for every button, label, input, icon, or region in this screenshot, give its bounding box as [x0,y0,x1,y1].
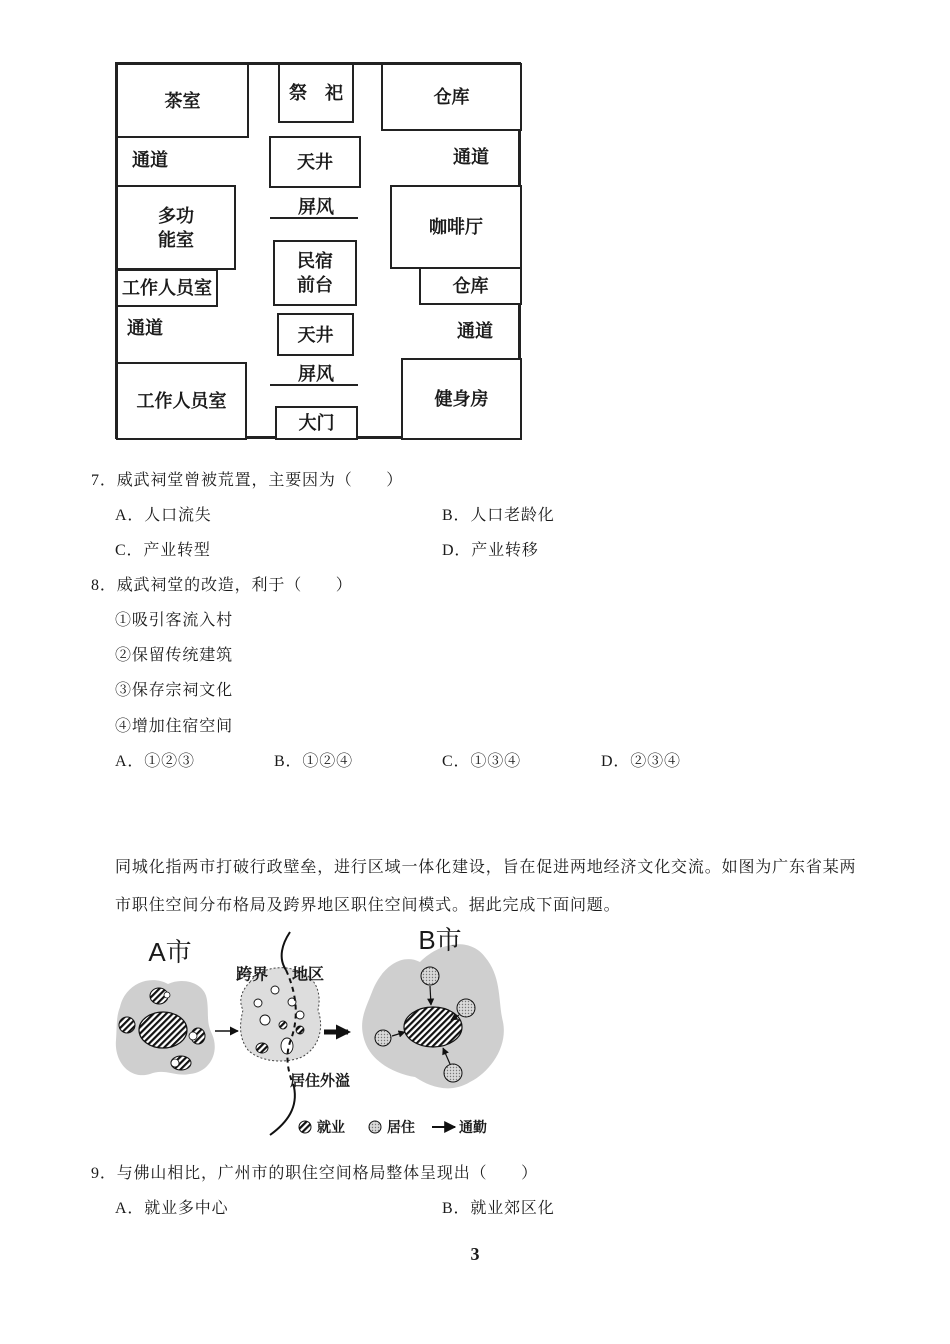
question-7-option-a: A．人口流失 [115,507,212,524]
cross-border-employment [256,1043,268,1053]
courtyard-top-label: 天井 [297,152,333,172]
courtyard-bottom [277,313,354,356]
cross-border-employment [279,1021,287,1029]
screen-bottom-wall [270,384,358,386]
question-7-option-c: C．产业转型 [115,542,211,559]
question-8-option-a: A．①②③ [115,753,195,770]
aisle-bottom-right: 通道 [457,321,493,341]
boundary-line-top [282,932,290,970]
question-8-option-d: D．②③④ [601,753,681,770]
homestay-reception-label-line1: 民宿 [297,251,333,271]
aisle-top-right: 通道 [453,147,489,167]
cross-border-employment [296,1026,304,1034]
city-b-residence [421,967,439,985]
city-diagram [110,922,510,1144]
city-b-residence [375,1030,391,1046]
cross-border-residence [271,986,279,994]
question-8-statement-3: ③保存宗祠文化 [115,682,233,699]
boundary-line-bottom [270,1087,295,1135]
intro-paragraph-line-2: 市职住空间分布格局及跨界地区职住空间模式。据此完成下面问题。 [115,897,621,914]
screen-top-wall [270,217,358,219]
cross-border-residence [254,999,262,1007]
city-a-residence [171,1059,179,1067]
aisle-top-left: 通道 [132,150,168,170]
main-gate [275,406,358,440]
page-number: 3 [470,1244,480,1264]
storeroom-top-label: 仓库 [433,87,470,107]
staff-room-bottom [116,362,247,440]
gym-label: 健身房 [434,389,489,409]
main-gate-label: 大门 [298,413,335,433]
legend-commute-label: 通勤 [459,1119,487,1135]
question-9-option-a: A．就业多中心 [115,1200,229,1217]
question-8-statement-1: ①吸引客流入村 [115,612,233,629]
screen-top-label: 屏风 [298,197,334,217]
intro-paragraph-line-1: 同城化指两市打破行政壁垒，进行区域一体化建设，旨在促进两地经济文化交流。如图为广东省某两 [115,859,857,876]
floor-plan [115,62,521,439]
question-7-option-d: D．产业转移 [442,542,539,559]
city-b-title: B市 [418,925,462,955]
question-7-stem: 7．威武祠堂曾被荒置，主要因为（ ） [91,472,404,489]
aisle-bottom-left: 通道 [127,318,163,338]
question-8-stem: 8．威武祠堂的改造，利于（ ） [91,577,353,594]
legend-residence-label: 居住 [387,1119,415,1135]
storeroom-middle [419,267,522,305]
area-label: 地区 [291,966,325,984]
question-9-option-b: B．就业郊区化 [442,1200,555,1217]
storeroom-top [381,63,522,131]
tea-room-label: 茶室 [164,90,201,111]
staff-room-top [116,269,218,307]
multipurpose-room [116,185,236,270]
ancestral-worship-label: 祭 祀 [289,83,343,103]
cafe-label: 咖啡厅 [429,217,483,237]
cross-border-residence [260,1015,270,1025]
question-7-option-b: B．人口老龄化 [442,507,555,524]
gym [401,358,522,440]
staff-room-top-label: 工作人员室 [122,278,212,298]
tea-room [116,63,249,138]
multipurpose-room-label-line2: 能室 [158,229,194,250]
question-8-statement-2: ②保留传统建筑 [115,647,233,664]
legend-employment-swatch [299,1121,311,1133]
city-a-residence [189,1032,197,1040]
screen-bottom-label: 屏风 [298,364,334,384]
question-8-option-c: C．①③④ [442,753,521,770]
legend-residence-swatch [369,1121,381,1133]
cross-border-residence [296,1011,304,1019]
city-a-employment-subcenter [119,1017,135,1033]
question-9-stem: 9．与佛山相比，广州市的职住空间格局整体呈现出（ ） [91,1165,538,1182]
question-8-option-b: B．①②④ [274,753,353,770]
courtyard-bottom-label: 天井 [297,324,334,345]
homestay-reception [273,240,357,306]
homestay-reception-label-line2: 前台 [297,275,333,295]
question-8-statement-4: ④增加住宿空间 [115,718,233,735]
legend-employment-label: 就业 [317,1119,345,1135]
city-b-residence [457,999,475,1017]
city-a-residence [164,992,170,998]
residential-spillover-label: 居住外溢 [289,1072,351,1090]
multipurpose-room-label-line1: 多功 [158,205,194,226]
cross-border-label: 跨界 [235,966,269,984]
staff-room-bottom-label: 工作人员室 [136,391,227,411]
city-a-employment-center [139,1012,187,1048]
city-a-title: A市 [148,937,192,967]
cafe [390,185,522,269]
city-b-employment-center [404,1007,462,1047]
city-b-residence [444,1064,462,1082]
courtyard-top [269,136,361,188]
storeroom-middle-label: 仓库 [452,276,489,296]
ancestral-worship-room [278,63,354,123]
